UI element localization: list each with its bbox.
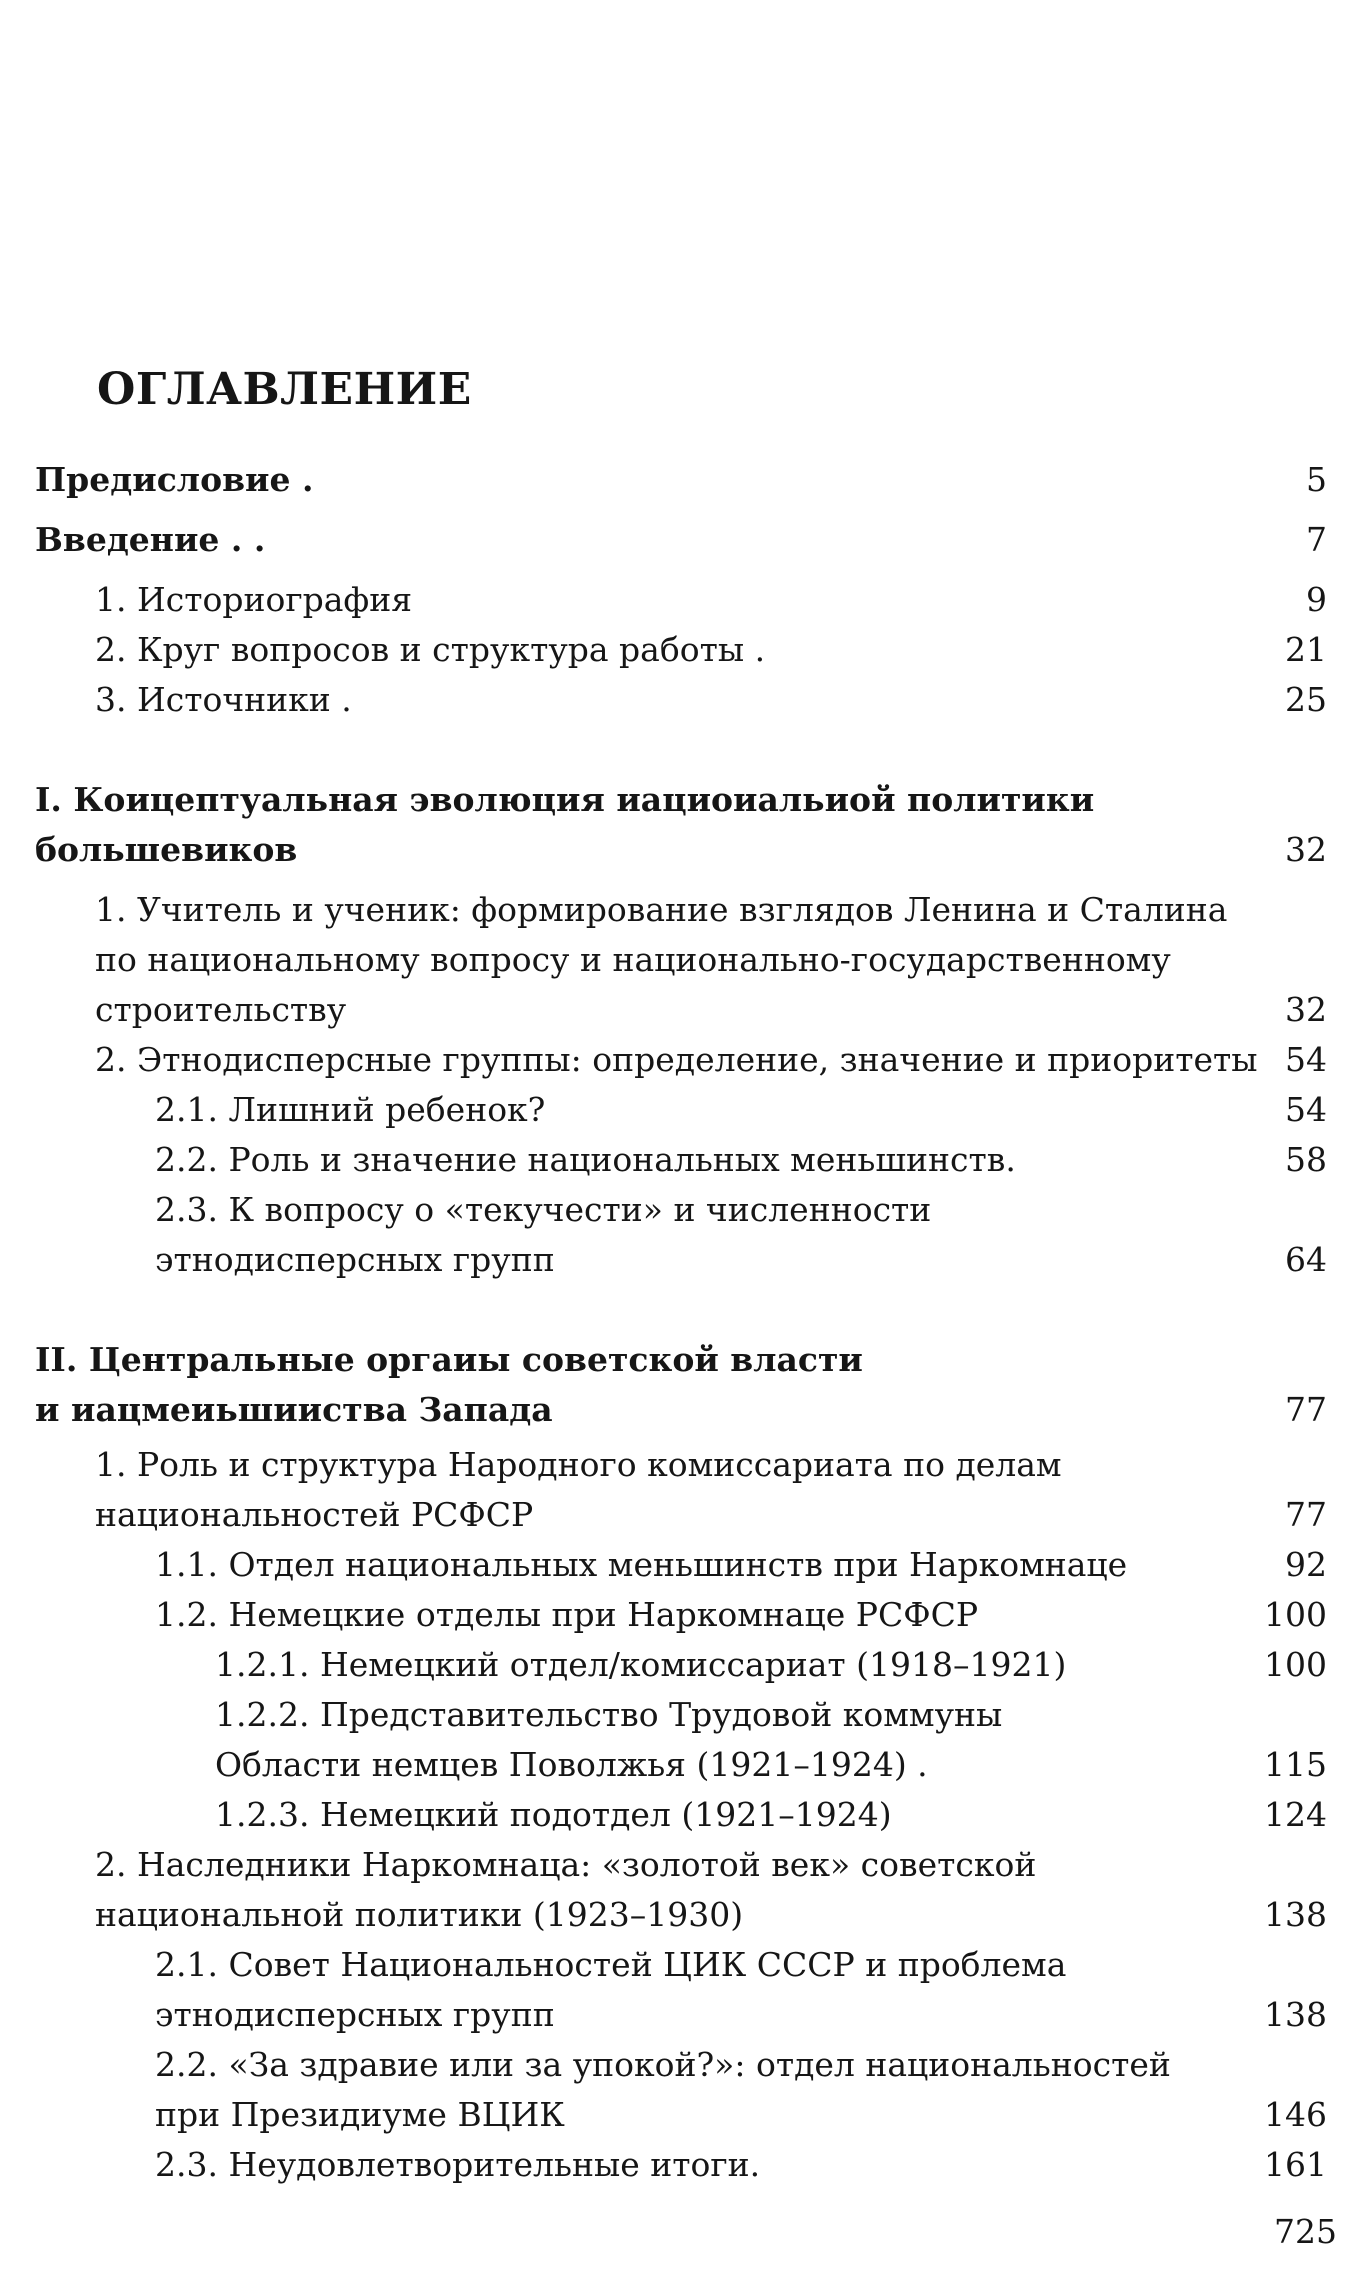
toc-entry [155,1990,1327,2040]
toc-entry-page: 92 [1285,1545,1327,1584]
toc-entry-page: 21 [1285,630,1327,669]
toc-entry [155,2090,1327,2140]
toc-entry-title: 2.3. Неудовлетворительные итоги. [155,2145,761,2184]
toc-entry [95,675,1327,725]
toc-entry-title: 1.2. Немецкие отделы при Наркомнаце РСФСР [155,1595,979,1634]
toc-entry [95,1035,1327,1085]
toc-entry [155,2140,1327,2190]
toc-entry-page: 25 [1285,680,1327,719]
toc-entry-page: 138 [1264,1895,1327,1934]
toc-entry [155,1590,1327,1640]
toc-entry [95,985,1327,1035]
toc-entry-page: 32 [1285,990,1327,1029]
toc-entry [155,1085,1327,1135]
toc-entry [155,1940,1327,1990]
toc-entry-title: этнодисперсных групп [155,1240,555,1279]
page-number: 725 [1274,2212,1337,2251]
toc-entry-title: 2. Наследники Наркомнаца: «золотой век» советской [95,1845,1037,1884]
toc-entry-title: 1.1. Отдел национальных меньшинств при Наркомнаце [155,1545,1128,1584]
toc-entry-page: 115 [1264,1745,1327,1784]
toc-entry-title: и иацмеиьшииства Запада [35,1390,553,1429]
toc-entry-title: 2.3. К вопросу о «текучести» и численности [155,1190,932,1229]
toc-entry-title: 1.2.2. Представительство Трудовой коммуны [215,1695,1003,1734]
toc-entry-title: 2. Этнодисперсные группы: определение, значение и приоритеты [95,1040,1258,1079]
toc-entry [215,1790,1327,1840]
toc-entry [35,515,1327,565]
toc-entry [215,1740,1327,1790]
toc-entry [155,1235,1327,1285]
toc-entry [155,1185,1327,1235]
toc-entry-title: большевиков [35,830,298,869]
toc-entry [35,825,1327,875]
toc-entry-title: Введение . . [35,520,266,559]
toc-entry-title: по национальному вопросу и национально-государственному [95,940,1171,979]
toc-entry-page: 58 [1285,1140,1327,1179]
toc-entry [95,885,1327,935]
toc-entry-title: 1. Историография [95,580,413,619]
toc-entry [95,1440,1327,1490]
toc-entry-page: 32 [1285,830,1327,869]
toc-entry-title: Области немцев Поволжья (1921–1924) . [215,1745,928,1784]
toc-entry-title: 1.2.3. Немецкий подотдел (1921–1924) [215,1795,892,1834]
toc-entry-title: национальной политики (1923–1930) [95,1895,744,1934]
toc-entry-title: национальностей РСФСР [95,1495,534,1534]
toc-entry-page: 64 [1285,1240,1327,1279]
toc-entry [35,1335,1327,1385]
toc-entry [95,575,1327,625]
toc-entry-title: 1. Учитель и ученик: формирование взглядов Ленина и Сталина [95,890,1228,929]
toc-entry-page: 100 [1264,1595,1327,1634]
toc-entry-page: 54 [1285,1090,1327,1129]
toc-entry-page: 100 [1264,1645,1327,1684]
toc-entry-page: 138 [1264,1995,1327,2034]
toc-entry [95,935,1327,985]
toc-entry-title: 2.1. Лишний ребенок? [155,1090,546,1129]
toc-entry-title: этнодисперсных групп [155,1995,555,2034]
toc-entry-page: 77 [1285,1495,1327,1534]
toc-entry [95,1890,1327,1940]
toc-entry-page: 77 [1285,1390,1327,1429]
toc-entry-title: Предисловие . [35,460,314,499]
toc-entry-page: 54 [1285,1040,1327,1079]
toc-heading: ОГЛАВЛЕНИЕ [97,364,472,415]
toc-entry-title: 1.2.1. Немецкий отдел/комиссариат (1918–1921) [215,1645,1067,1684]
toc-entry [215,1690,1327,1740]
toc-entry-title: строительству [95,990,347,1029]
toc-entry [95,625,1327,675]
toc-entry [95,1840,1327,1890]
toc-entry [35,1385,1327,1435]
toc-entry-page: 161 [1264,2145,1327,2184]
toc-entry-title: 2.2. «За здравие или за упокой?»: отдел национальностей [155,2045,1171,2084]
toc-entry-page: 5 [1306,460,1327,499]
toc-entry-title: 1. Роль и структура Народного комиссариата по делам [95,1445,1062,1484]
toc-entry-title: 2. Круг вопросов и структура работы . [95,630,766,669]
toc-entry-title: при Президиуме ВЦИК [155,2095,565,2134]
toc-entry-title: 3. Источники . [95,680,352,719]
toc-entry [35,775,1327,825]
toc-entry-page: 7 [1306,520,1327,559]
toc-entry-page: 146 [1264,2095,1327,2134]
toc-entry [215,1640,1327,1690]
toc-entry [155,1540,1327,1590]
toc-entry-page: 9 [1306,580,1327,619]
toc-entry-page: 124 [1264,1795,1327,1834]
toc-entry-title: 2.1. Совет Национальностей ЦИК СССР и проблема [155,1945,1067,1984]
toc-entry [35,455,1327,505]
toc-entry-title: II. Центральные оргаиы советской власти [35,1340,863,1379]
toc-entry [155,1135,1327,1185]
toc-entry [95,1490,1327,1540]
toc-entry-title: I. Коицептуальная эволюция иациоиальиой политики [35,780,1095,819]
toc-entry-title: 2.2. Роль и значение национальных меньшинств. [155,1140,1016,1179]
toc-entry [155,2040,1327,2090]
